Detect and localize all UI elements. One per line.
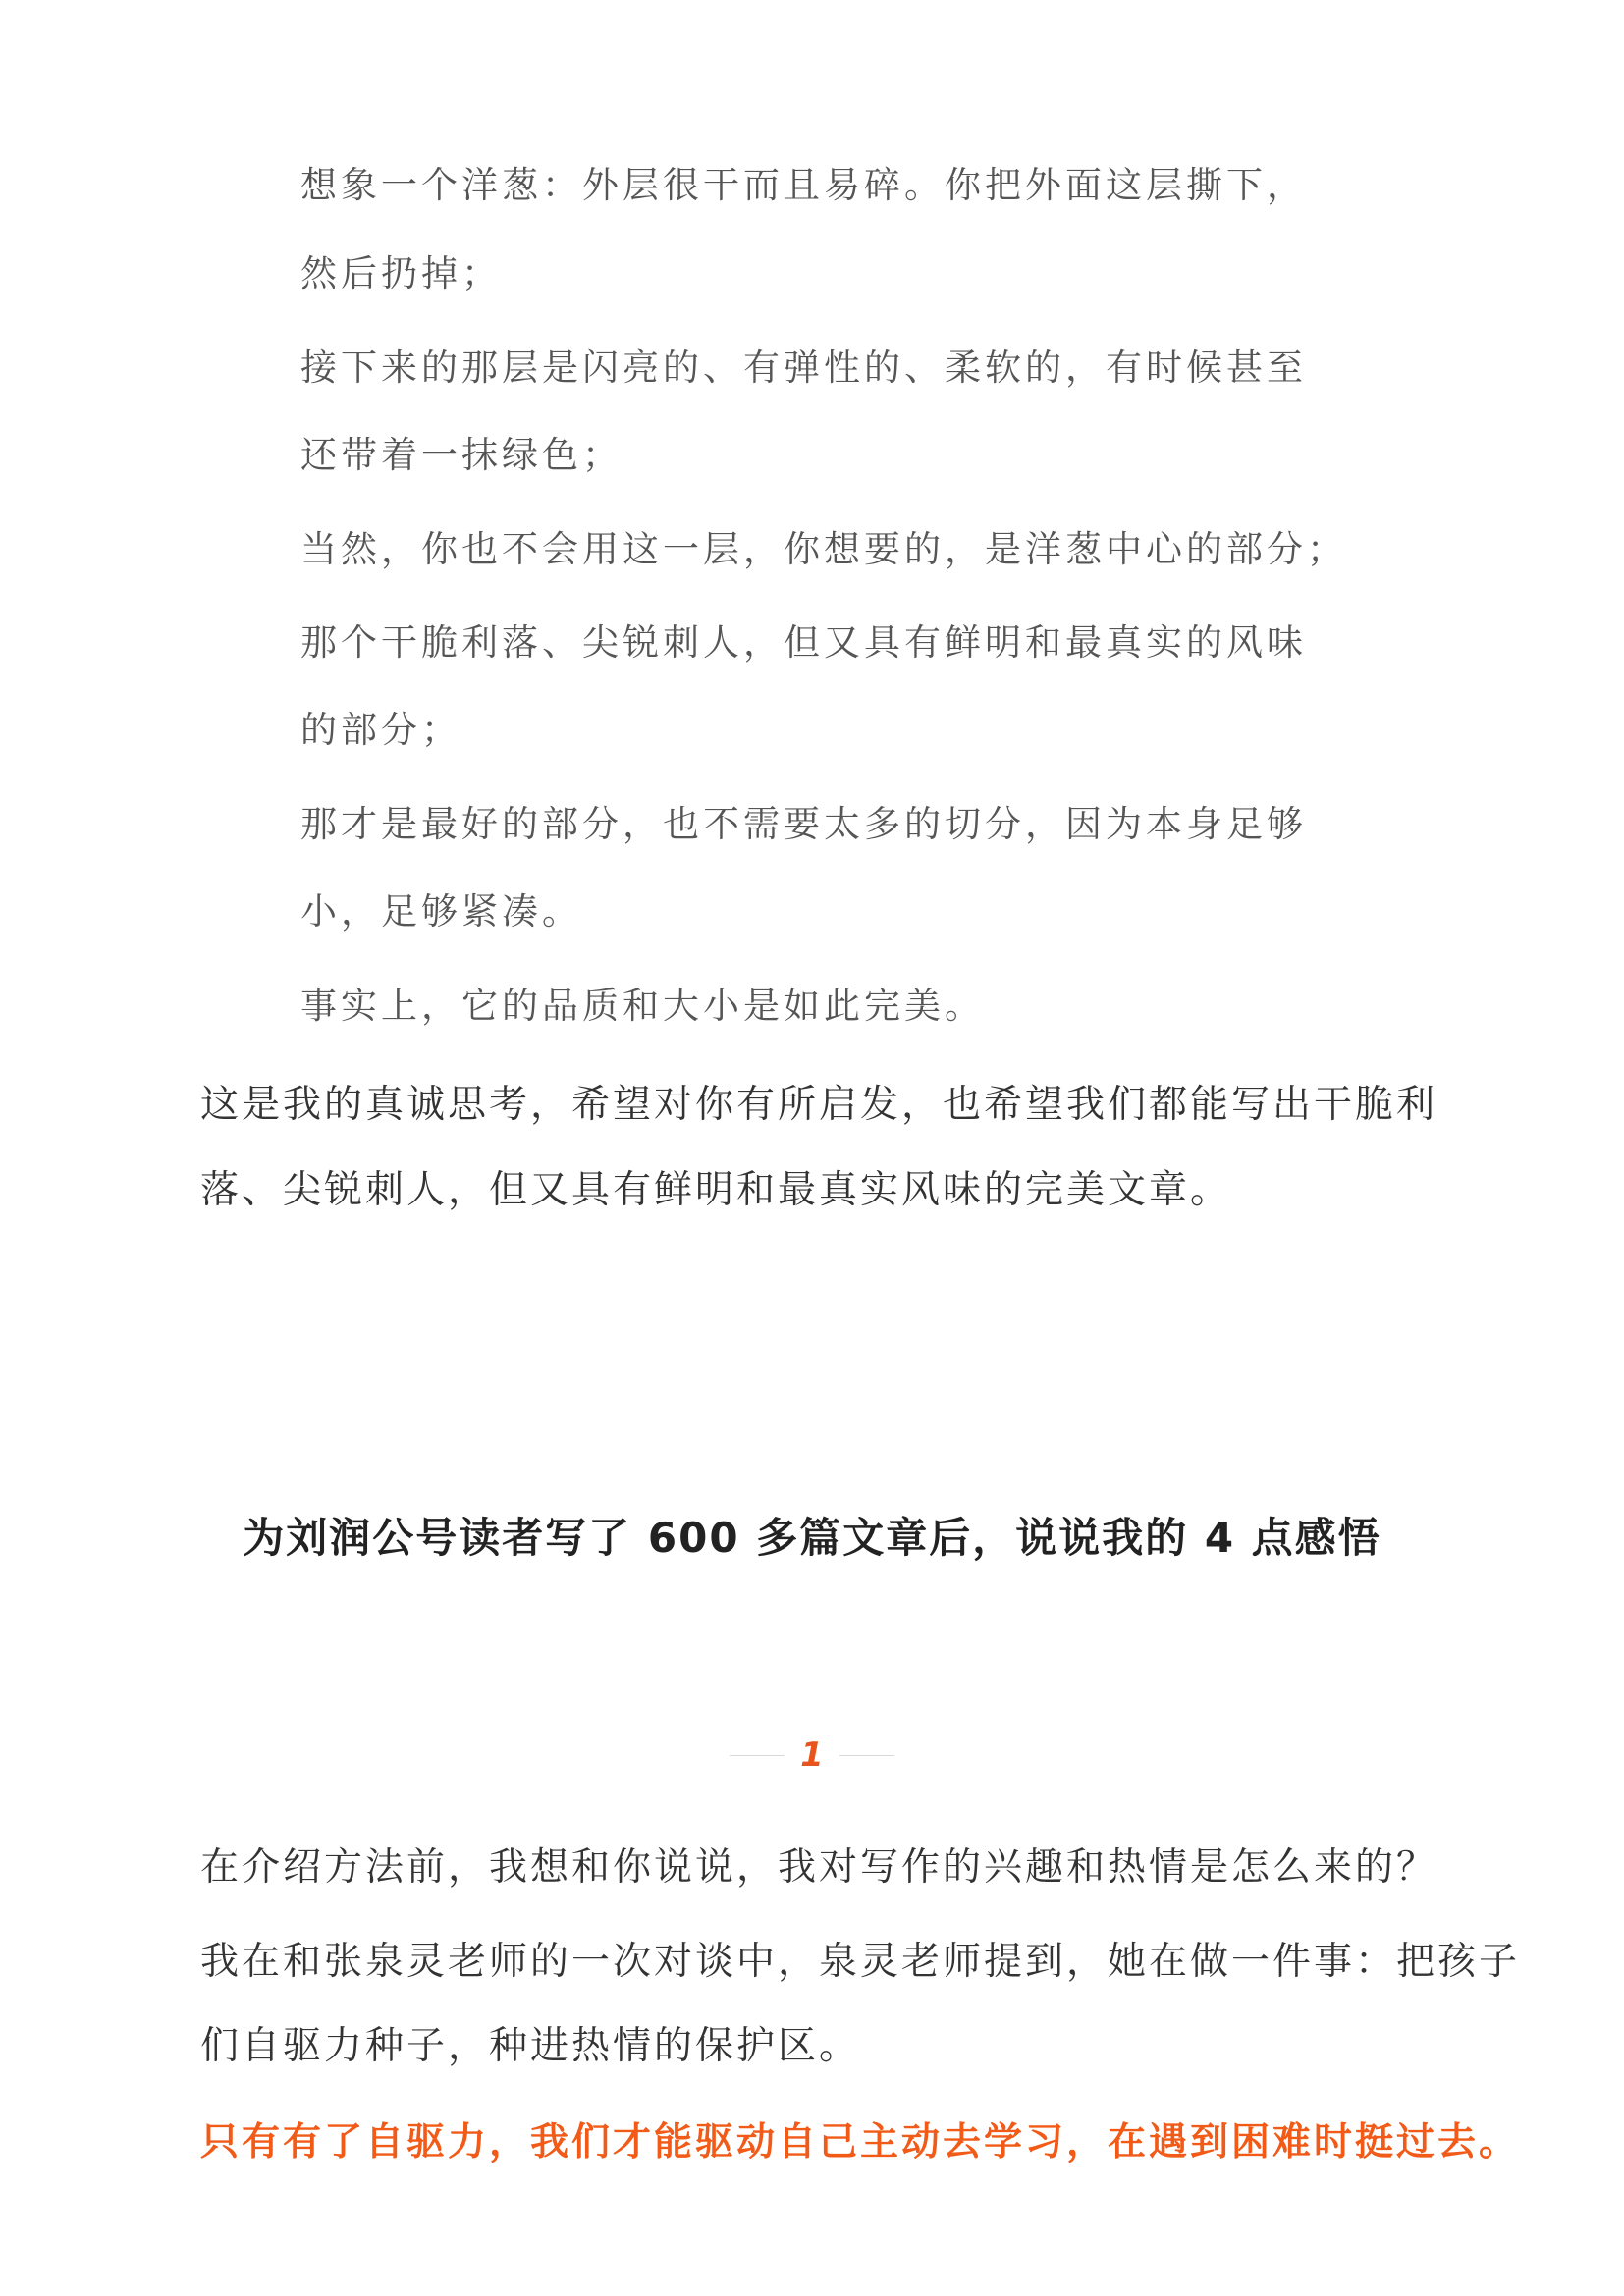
quote-line: 的部分； — [300, 709, 461, 751]
section-rule-right — [839, 1755, 894, 1756]
quote-line: 还带着一抹绿色； — [300, 434, 623, 476]
conclusion-line: 落、尖锐刺人，但又具有鲜明和最真实风味的完美文章。 — [200, 1168, 1232, 1212]
quote-line: 接下来的那层是闪亮的、有弹性的、柔软的，有时候甚至 — [300, 347, 1307, 389]
section-paragraph-2-line: 们自驱力种子，种进热情的保护区。 — [200, 2024, 861, 2068]
quote-line: 事实上，它的品质和大小是如此完美。 — [300, 985, 985, 1027]
section-rule-left — [730, 1755, 785, 1756]
quote-line: 小，足够紧凑。 — [300, 890, 582, 933]
section-paragraph-2-line: 我在和张泉灵老师的一次对谈中，泉灵老师提到，她在做一件事：把孩子 — [200, 1940, 1521, 1984]
quote-line: 那才是最好的部分，也不需要太多的切分，因为本身足够 — [300, 803, 1307, 845]
quote-line: 当然，你也不会用这一层，你想要的，是洋葱中心的部分； — [300, 528, 1347, 570]
quote-line: 那个干脆利落、尖锐刺人，但又具有鲜明和最真实的风味 — [300, 621, 1307, 664]
highlight-sentence: 只有有了自驱力，我们才能驱动自己主动去学习，在遇到困难时挺过去。 — [200, 2120, 1521, 2164]
article-title: 为刘润公号读者写了 600 多篇文章后，说说我的 4 点感悟 — [243, 1514, 1381, 1562]
conclusion-line: 这是我的真诚思考，希望对你有所启发，也希望我们都能写出干脆利 — [200, 1083, 1438, 1127]
section-marker — [0, 1735, 1624, 1775]
quote-line: 然后扔掉； — [300, 252, 502, 294]
section-number: 1 — [800, 1735, 824, 1775]
quote-line: 想象一个洋葱：外层很干而且易碎。你把外面这层撕下， — [300, 164, 1307, 206]
section-paragraph-1: 在介绍方法前，我想和你说说，我对写作的兴趣和热情是怎么来的？ — [200, 1845, 1438, 1890]
